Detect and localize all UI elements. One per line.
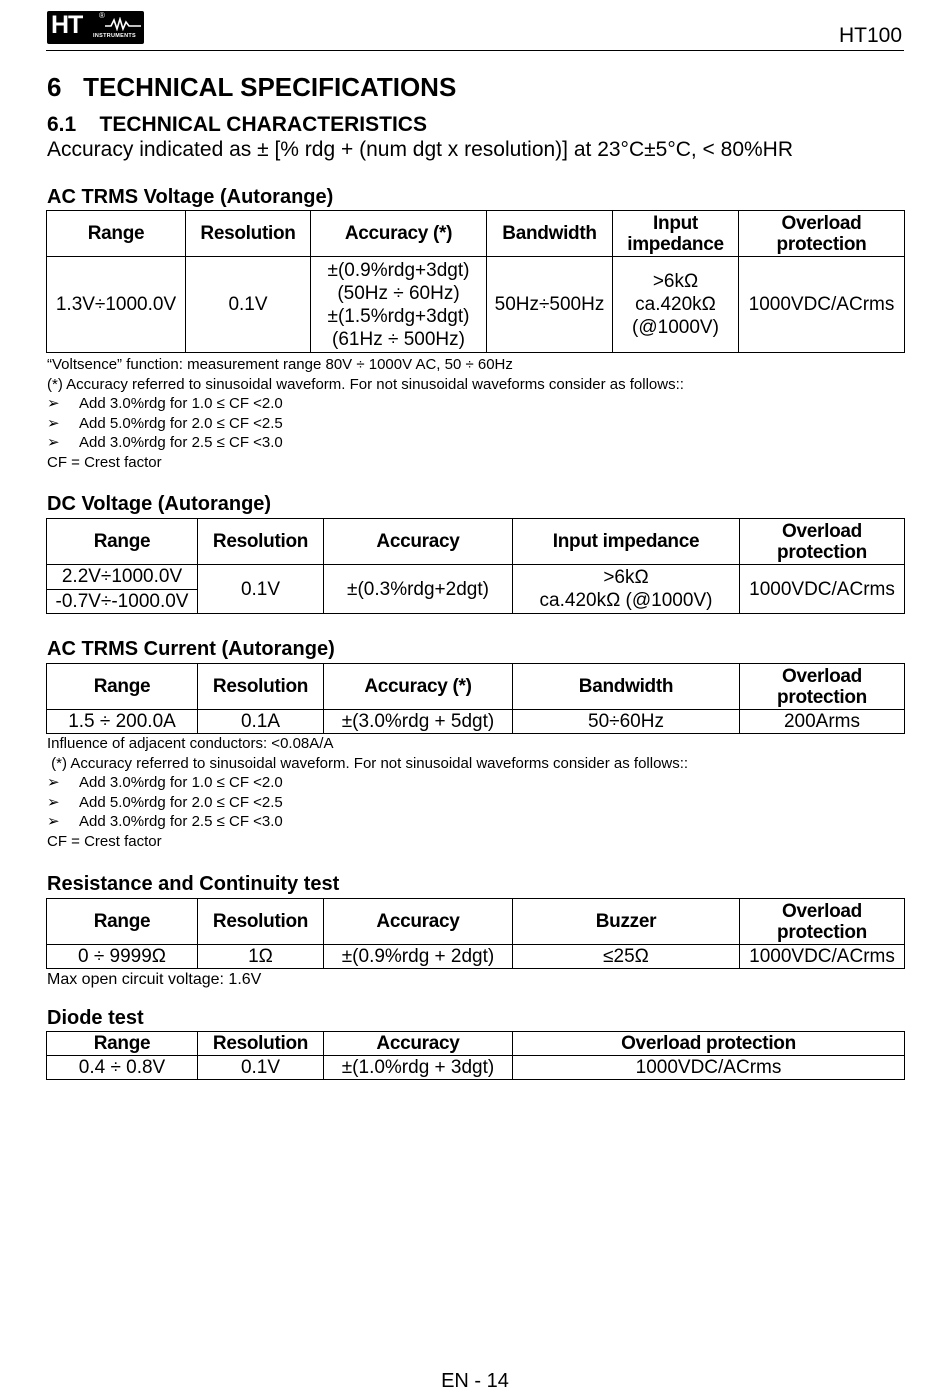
acv-impedance-line: (@1000V) — [632, 317, 719, 338]
adjacent-conductor-note: Influence of adjacent conductors: <0.08A/A — [47, 735, 334, 752]
arrow-bullet-icon: ➢ — [47, 813, 60, 830]
arrow-bullet-icon: ➢ — [47, 434, 60, 451]
page-number: EN - 14 — [441, 1370, 509, 1392]
bullet-text: Add 5.0%rdg for 2.0 ≤ CF <2.5 — [79, 414, 283, 432]
bullet-text: Add 3.0%rdg for 2.5 ≤ CF <3.0 — [79, 434, 283, 451]
logo-registered-mark: ® — [99, 11, 105, 20]
table-row — [47, 945, 905, 969]
dcv-col-range: Range — [47, 519, 198, 565]
diode-col-overload: Overload protection — [513, 1032, 905, 1056]
acv-accuracy-line: (50Hz ÷ 60Hz) — [337, 282, 460, 304]
dcv-range-positive: 2.2V÷1000.0V — [47, 565, 198, 590]
acv-col-accuracy: Accuracy (*) — [311, 211, 487, 257]
table-row — [47, 710, 905, 734]
arrow-bullet-icon: ➢ — [47, 395, 60, 412]
crest-factor-note: CF = Crest factor — [47, 832, 162, 850]
res-resolution: 1Ω — [198, 945, 324, 969]
aci-col-accuracy: Accuracy (*) — [324, 664, 513, 710]
aci-heading: AC TRMS Current (Autorange) — [47, 638, 335, 660]
acv-table — [46, 210, 905, 353]
dcv-col-overload: Overload protection — [740, 519, 905, 565]
diode-col-accuracy: Accuracy — [324, 1032, 513, 1056]
list-item — [47, 414, 684, 434]
res-buzzer: ≤25Ω — [513, 945, 740, 969]
aci-notes — [47, 734, 688, 851]
arrow-bullet-icon: ➢ — [47, 414, 60, 432]
dcv-impedance — [513, 565, 740, 614]
dcv-impedance-line: >6kΩ — [603, 567, 649, 588]
waveform-icon — [105, 17, 141, 31]
table-row — [47, 1056, 905, 1080]
acv-impedance-line: ca.420kΩ — [635, 294, 716, 315]
list-item — [47, 793, 688, 813]
chapter-title: 6 TECHNICAL SPECIFICATIONS — [47, 72, 457, 102]
waveform-note: (*) Accuracy referred to sinusoidal waveform. For not sinusoidal waveforms consider as follows:: — [47, 375, 684, 393]
list-item — [47, 812, 688, 832]
table-row — [47, 565, 905, 590]
res-col-overload: Overload protection — [740, 899, 905, 945]
crest-factor-note: CF = Crest factor — [47, 453, 162, 471]
aci-range: 1.5 ÷ 200.0A — [47, 710, 198, 734]
bullet-text: Add 3.0%rdg for 1.0 ≤ CF <2.0 — [79, 395, 283, 412]
aci-col-bandwidth: Bandwidth — [513, 664, 740, 710]
aci-col-overload: Overload protection — [740, 664, 905, 710]
res-overload: 1000VDC/ACrms — [740, 945, 905, 969]
waveform-note: (*) Accuracy referred to sinusoidal waveform. For not sinusoidal waveforms consider as follows:: — [47, 754, 689, 772]
acv-heading: AC TRMS Voltage (Autorange) — [47, 186, 334, 208]
bullet-text: Add 3.0%rdg for 2.5 ≤ CF <3.0 — [79, 813, 283, 830]
section-title: 6.1 TECHNICAL CHARACTERISTICS — [47, 113, 427, 136]
dcv-heading: DC Voltage (Autorange) — [47, 493, 272, 515]
acv-col-range: Range — [47, 211, 186, 257]
arrow-bullet-icon: ➢ — [47, 774, 60, 791]
dcv-range-negative: -0.7V÷-1000.0V — [47, 589, 198, 614]
acv-range: 1.3V÷1000.0V — [47, 257, 186, 353]
acv-col-impedance: Input impedance — [613, 211, 739, 257]
res-col-accuracy: Accuracy — [324, 899, 513, 945]
dcv-accuracy: ±(0.3%rdg+2dgt) — [324, 565, 513, 614]
acv-accuracy — [311, 257, 487, 353]
aci-overload: 200Arms — [740, 710, 905, 734]
res-heading: Resistance and Continuity test — [47, 873, 340, 895]
list-item — [47, 433, 684, 453]
bullet-text: Add 3.0%rdg for 1.0 ≤ CF <2.0 — [79, 774, 283, 791]
res-col-buzzer: Buzzer — [513, 899, 740, 945]
aci-resolution: 0.1A — [198, 710, 324, 734]
voltsence-note: “Voltsence” function: measurement range 80V ÷ 1000V AC, 50 ÷ 60Hz — [47, 356, 513, 373]
res-table — [46, 898, 905, 969]
model-name: HT100 — [838, 24, 902, 47]
logo-subtext: INSTRUMENTS — [93, 33, 137, 39]
aci-accuracy: ±(3.0%rdg + 5dgt) — [324, 710, 513, 734]
acv-impedance-line: >6kΩ — [652, 271, 699, 292]
aci-bandwidth: 50÷60Hz — [513, 710, 740, 734]
acv-accuracy-line: ±(1.5%rdg+3dgt) — [327, 305, 470, 327]
diode-heading: Diode test — [47, 1007, 144, 1029]
header-divider — [46, 50, 904, 51]
arrow-bullet-icon: ➢ — [47, 793, 60, 811]
acv-col-bandwidth: Bandwidth — [487, 211, 613, 257]
acv-col-overload: Overload protection — [739, 211, 905, 257]
aci-col-resolution: Resolution — [198, 664, 324, 710]
acv-notes — [47, 355, 684, 472]
list-item — [47, 773, 688, 793]
diode-accuracy: ±(1.0%rdg + 3dgt) — [324, 1056, 513, 1080]
bullet-text: Add 5.0%rdg for 2.0 ≤ CF <2.5 — [79, 793, 283, 811]
logo-text: HT — [51, 11, 83, 39]
acv-overload: 1000VDC/ACrms — [739, 257, 905, 353]
accuracy-intro: Accuracy indicated as ± [% rdg + (num dgt x resolution)] at 23°C±5°C, < 80%HR — [47, 138, 794, 161]
list-item — [47, 394, 684, 414]
ht-logo — [47, 11, 144, 44]
dcv-col-impedance: Input impedance — [513, 519, 740, 565]
acv-accuracy-line: (61Hz ÷ 500Hz) — [332, 328, 465, 350]
acv-resolution: 0.1V — [186, 257, 311, 353]
diode-table — [46, 1031, 905, 1080]
acv-accuracy-line: ±(0.9%rdg+3dgt) — [327, 259, 470, 281]
dcv-overload: 1000VDC/ACrms — [740, 565, 905, 614]
diode-col-range: Range — [47, 1032, 198, 1056]
aci-table — [46, 663, 905, 734]
acv-impedance — [613, 257, 739, 353]
aci-col-range: Range — [47, 664, 198, 710]
diode-range: 0.4 ÷ 0.8V — [47, 1056, 198, 1080]
dcv-col-resolution: Resolution — [198, 519, 324, 565]
res-range: 0 ÷ 9999Ω — [47, 945, 198, 969]
open-circuit-note: Max open circuit voltage: 1.6V — [47, 971, 262, 988]
diode-col-resolution: Resolution — [198, 1032, 324, 1056]
table-row — [47, 257, 905, 353]
acv-col-resolution: Resolution — [186, 211, 311, 257]
diode-overload: 1000VDC/ACrms — [513, 1056, 905, 1080]
dcv-table — [46, 518, 905, 614]
res-col-resolution: Resolution — [198, 899, 324, 945]
diode-resolution: 0.1V — [198, 1056, 324, 1080]
res-accuracy: ±(0.9%rdg + 2dgt) — [324, 945, 513, 969]
dcv-col-accuracy: Accuracy — [324, 519, 513, 565]
res-col-range: Range — [47, 899, 198, 945]
dcv-resolution: 0.1V — [198, 565, 324, 614]
acv-bandwidth: 50Hz÷500Hz — [487, 257, 613, 353]
dcv-impedance-line: ca.420kΩ (@1000V) — [539, 590, 713, 611]
